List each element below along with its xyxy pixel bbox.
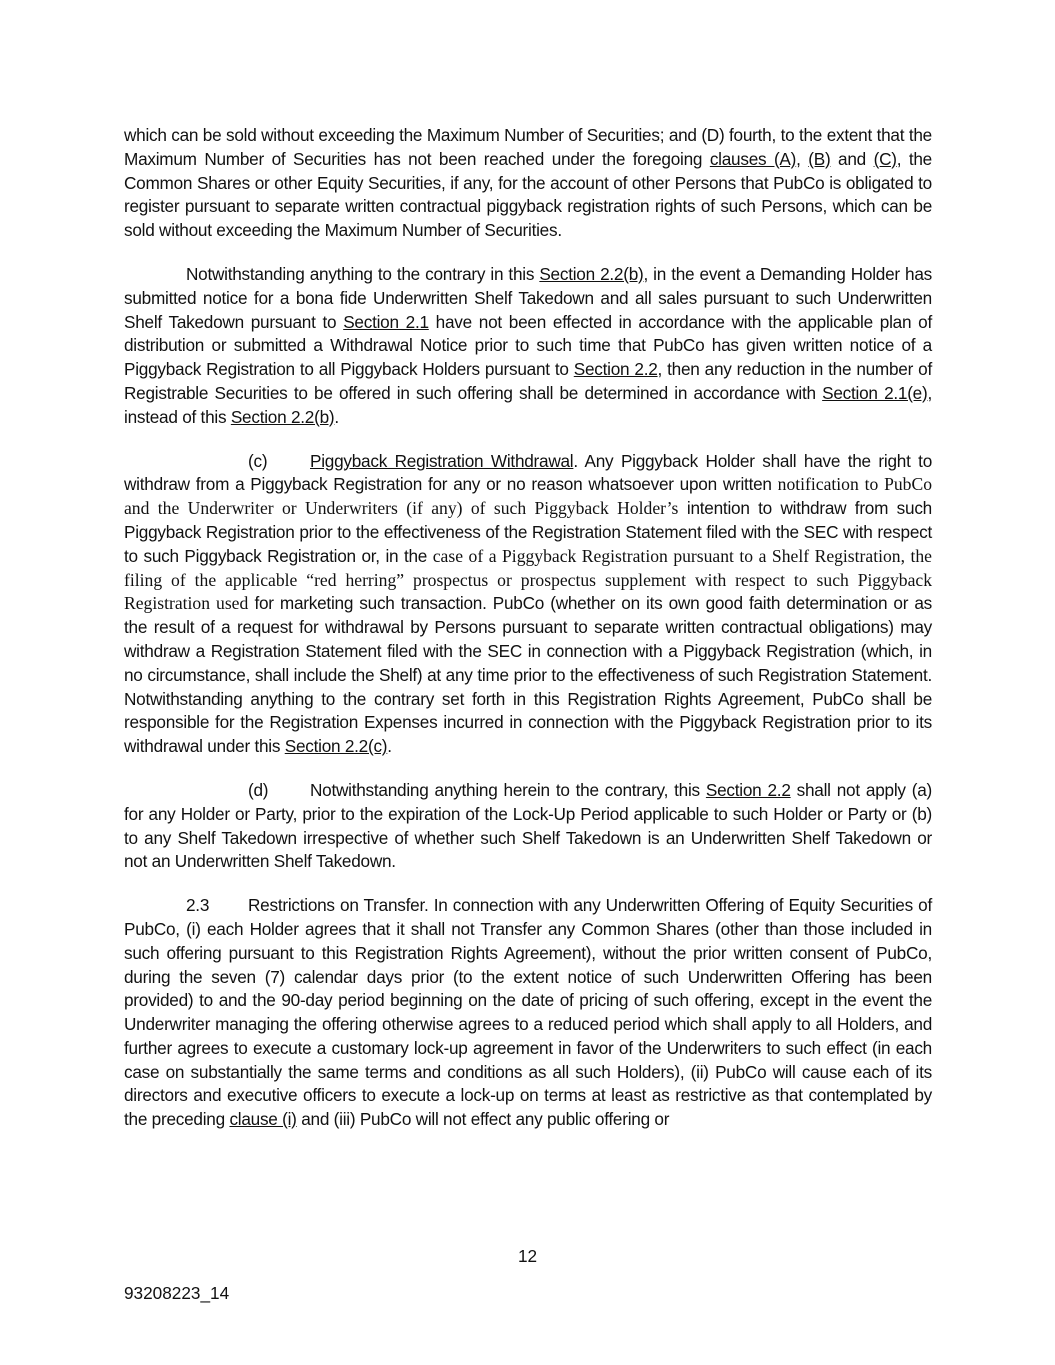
- page-number: 12: [517, 1246, 538, 1266]
- document-id: 93208223_14: [124, 1283, 230, 1303]
- text-run: Notwithstanding anything herein to the contrary, this: [310, 779, 706, 800]
- cross-reference: Section 2.2: [705, 779, 791, 800]
- text-run: .: [334, 406, 339, 427]
- cross-reference: Section 2.2(c): [284, 736, 388, 757]
- text-run: intention to withdraw from such Piggyback Registration prior to the effectiveness of the Registration Statement filed with the SEC with respect to such Piggyback Registration or, in the: [124, 498, 932, 566]
- paragraph-notwithstanding: [124, 263, 932, 430]
- text-run: ,: [796, 148, 809, 169]
- paragraph-2-3: [124, 894, 932, 1132]
- text-run: Restrictions on Transfer. In connection with any Underwritten Offering of Equity Securities of PubCo, (i) each Holder agrees that it shall not Transfer any Common Shares (other than those included in such offering pursuant to this Registration Rights Agreement), without the prior written consent of PubCo, during the seven (7) calendar days prior (to the extent notice of such Underwritten Offering has been provided) to and the 90-day period beginning on the date of pricing of such offering, except in the event the Underwriter managing the offering otherwise agrees to a reduced period which shall apply to all Holders, and further agrees to execute a customary lock-up agreement in favor of the Underwriters to such effect (in each case on substantially the same terms and conditions as all such Holders), (ii) PubCo will cause each of its directors and executive officers to execute a lock-up on terms at least as restrictive as that contemplated by the preceding: [124, 895, 932, 1130]
- cross-reference: Section 2.2: [573, 359, 658, 380]
- paragraph-number: (d): [248, 779, 269, 800]
- text-run: shall not apply (a) for any Holder or Party, prior to the expiration of the Lock-Up Period applicable to such Holder or Party or (b) to any Shelf Takedown irrespective of whether such Shelf Takedown is an Underwritten Shelf Takedown or not an Underwritten Shelf Takedown.: [124, 779, 932, 872]
- text-run: , instead of this: [124, 382, 932, 427]
- text-run: , the Common Shares or other Equity Securities, if any, for the account of other Persons that PubCo is obligated to register pursuant to separate written contractual piggyback registration rights of such Persons, which can be sold without exceeding the Maximum Number of Securities.: [124, 148, 932, 241]
- text-run: and: [830, 148, 874, 169]
- cross-reference: Section 2.2(b): [539, 263, 644, 284]
- text-run: case of a Piggyback Registration pursuant to a Shelf Registration, the filing of the applicable “red herring” prospectus or prospectus supplement with respect to such Piggyback Registration used: [124, 545, 932, 614]
- text-run: have not been effected in accordance with the applicable plan of distribution or submitted a Withdrawal Notice prior to such time that PubCo has given written notice of a Piggyback Registration to all Piggyback Holders pursuant to: [124, 311, 932, 380]
- paragraph-continued: [124, 124, 932, 243]
- paragraph-number: 2.3: [186, 895, 210, 916]
- text-run: Notwithstanding anything to the contrary in this: [186, 263, 540, 284]
- cross-reference: (C): [873, 148, 897, 169]
- paragraph-c: [124, 450, 932, 759]
- text-run: , then any reduction in the number of Registrable Securities to be offered in such offering shall be determined in accordance with: [124, 359, 932, 403]
- text-run: . Any Piggyback Holder shall have the right to withdraw from a Piggyback Registration for any or no reason whatsoever upon written: [124, 450, 932, 495]
- cross-reference: (B): [808, 148, 831, 169]
- text-run: which can be sold without exceeding the Maximum Number of Securities; and (D) fourth, to the extent that the Maximum Number of Securities has not been reached under the foregoing: [124, 125, 932, 169]
- paragraph-number: (c): [248, 450, 268, 471]
- cross-reference: Section 2.1(e): [822, 382, 928, 403]
- text-run: , in the event a Demanding Holder has submitted notice for a bona fide Underwritten Shelf Takedown and all sales pursuant to such Underwritten Shelf Takedown pursuant to: [124, 263, 932, 332]
- text-run: and (iii) PubCo will not effect any public offering or: [296, 1109, 670, 1130]
- cross-reference: Piggyback Registration Withdrawal: [310, 450, 574, 471]
- text-run: notification to PubCo and the Underwriter or Underwriters (if any) of such Piggyback Holder’s: [124, 474, 932, 519]
- cross-reference: clause (i): [229, 1109, 297, 1130]
- cross-reference: Section 2.1: [343, 311, 429, 332]
- paragraph-d: [124, 779, 932, 874]
- document-body: [124, 124, 932, 1152]
- cross-reference: clauses (A): [709, 148, 797, 169]
- text-run: .: [387, 736, 392, 757]
- text-run: for marketing such transaction. PubCo (whether on its own good faith determination or as the result of a request for withdrawal by Persons pursuant to separate written contractual obligations) may withdraw a Registration Statement filed with the SEC in connection with a Piggyback Registration (which, in no circumstance, shall include the Shelf) at any time prior to the effectiveness of such Registration Statement. Notwithstanding anything to the contrary set forth in this Registration Rights Agreement, PubCo shall be responsible for the Registration Expenses incurred in connection with the Piggyback Registration prior to its withdrawal under this: [124, 593, 932, 757]
- cross-reference: Section 2.2(b): [230, 406, 335, 427]
